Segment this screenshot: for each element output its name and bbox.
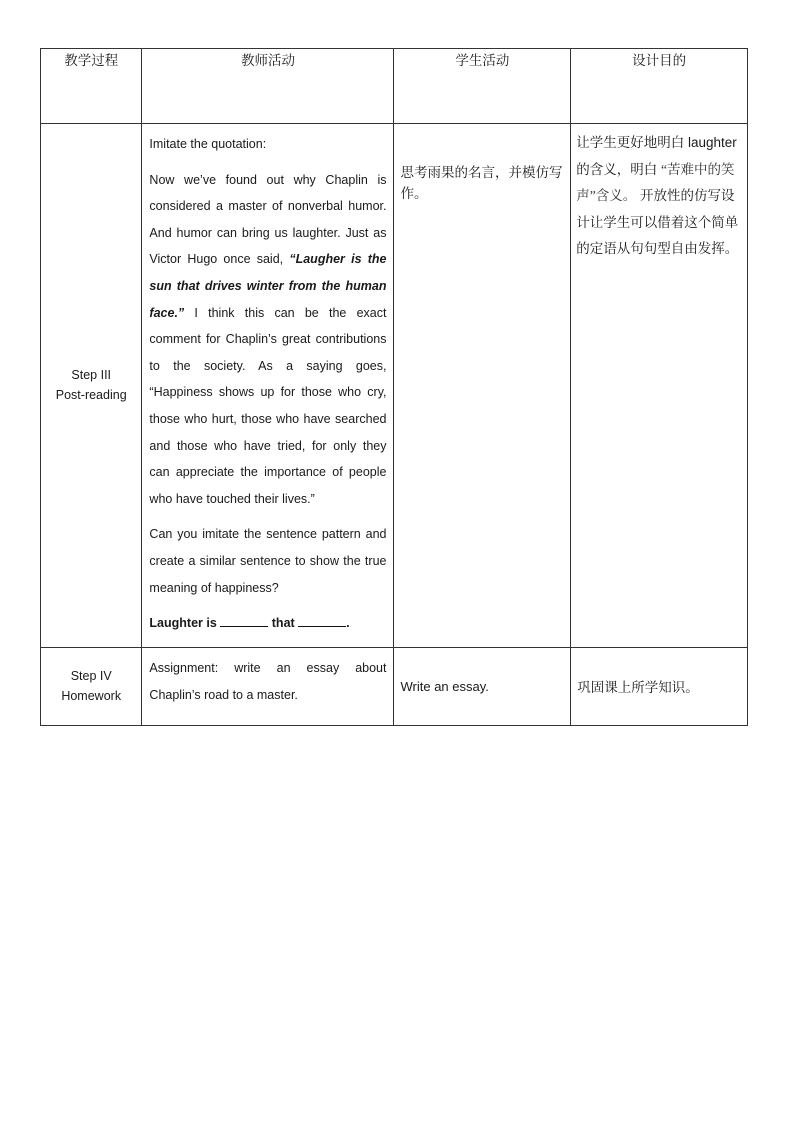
header-student-activity: 学生活动 [394, 49, 571, 124]
step-name: Homework [61, 689, 122, 704]
pattern-end: . [346, 616, 350, 631]
row-homework [41, 647, 748, 725]
pattern-part-b: that [271, 616, 295, 631]
assignment-text: Assignment: write an essay about Chaplin’s road to a master. [149, 660, 387, 702]
sentence-pattern [149, 610, 386, 637]
lesson-plan-table [40, 48, 748, 726]
imitate-question: Can you imitate the sentence pattern and create a similar sentence to show the true meaning of happiness? [149, 527, 387, 595]
design-purpose-homework: 巩固课上所学知识。 [571, 647, 748, 725]
quote-close: ” [177, 305, 185, 320]
student-activity-post-reading: 思考雨果的名言，并模仿写作。 [394, 124, 571, 648]
step-name: Post-reading [55, 388, 127, 403]
para-intro: Now we’ve found out why Chaplin is considered a master of nonverbal humor. And humor can bring us laughter. Just as Victor Hugo once said, [149, 172, 387, 267]
para-rest: I think this can be the exact comment for Chaplin’s great contributions to the society. As a saying goes, “Happiness shows up for those who cry, those who hurt, those who have searched and those who have tried, for only they can appreciate the importance of people who have touched their lives.” [149, 305, 387, 506]
step-cell-homework [41, 647, 142, 725]
step-number: Step III [71, 368, 112, 383]
quotation-paragraph [149, 167, 386, 513]
quote-open: “ [289, 252, 296, 267]
teacher-activity-post-reading [142, 124, 394, 648]
pattern-part-a: Laughter is [149, 616, 217, 631]
teacher-activity-homework [142, 647, 394, 725]
design-purpose-post-reading [571, 124, 748, 648]
step-number: Step IV [70, 669, 112, 684]
header-process: 教学过程 [41, 49, 142, 124]
header-row [41, 49, 748, 124]
purpose-part-b: 开放性的仿写设计让学生可以借着这个简单的定语从句句型自由发挥。 [576, 188, 739, 256]
header-design-purpose: 设计目的 [571, 49, 748, 124]
purpose-serif-part: “苦难中的笑声”含义。 [576, 161, 735, 203]
blank-line-1 [220, 614, 268, 627]
imitate-title: Imitate the quotation: [149, 137, 267, 151]
blank-line-2 [298, 614, 346, 627]
header-teacher-activity: 教师活动 [142, 49, 394, 124]
row-post-reading [41, 124, 748, 648]
student-activity-homework: Write an essay. [394, 647, 571, 725]
step-cell-post-reading [41, 124, 142, 648]
hugo-quote: Laugher is the sun that drives winter from the human face. [149, 252, 387, 320]
purpose-part-a: 让学生更好地明白 laughter 的含义，明白 [576, 135, 737, 177]
